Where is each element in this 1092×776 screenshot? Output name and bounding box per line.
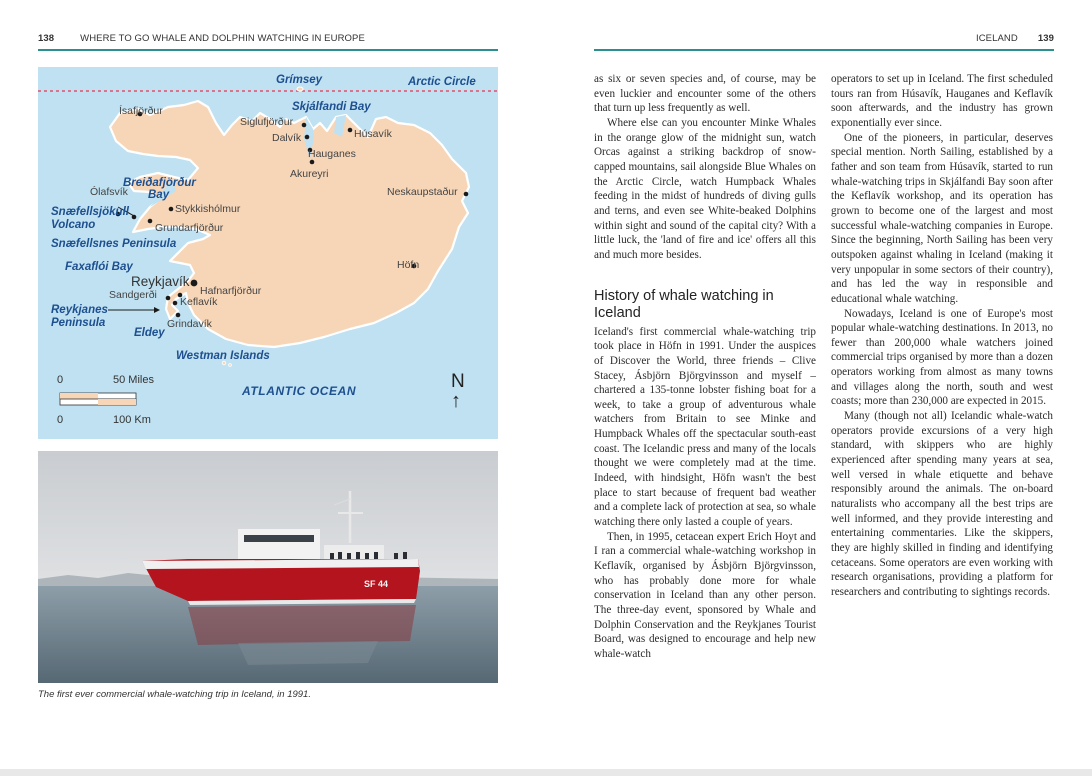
label-breidafjordur-1: Breiðafjörður [123, 177, 196, 189]
label-reykjanes-1: Reykjanes [51, 304, 108, 316]
grundarfjordur-dot [148, 219, 153, 224]
boat-photo-graphic [38, 451, 498, 683]
section-heading-history: History of whale watching in Iceland [594, 287, 774, 321]
label-isafjordur: Ísafjörður [119, 105, 163, 117]
sandgerdi-dot [166, 296, 171, 301]
left-page-number: 138 [38, 33, 55, 44]
label-dalvik: Dalvík [272, 132, 302, 144]
label-stykkisholmur: Stykkishólmur [175, 203, 241, 215]
label-grindavik: Grindavík [167, 318, 212, 330]
scale-zero-top: 0 [57, 374, 64, 386]
north-arrow-icon: ↑ [451, 390, 461, 412]
scale-zero-bottom: 0 [57, 414, 64, 426]
label-westman-islands: Westman Islands [176, 350, 270, 362]
label-faxafloi: Faxaflói Bay [65, 261, 133, 273]
reykjavik-dot [191, 280, 198, 287]
stykkisholmur-dot [169, 207, 174, 212]
boat-registration: SF 44 [364, 579, 389, 589]
right-page-number: 139 [1037, 33, 1054, 44]
westman-islands-dot [229, 364, 232, 367]
label-grimsey: Grímsey [276, 74, 323, 86]
scale-miles-label: 50 Miles [113, 374, 154, 386]
label-hauganes: Hauganes [308, 148, 356, 160]
label-husavik: Húsavík [354, 128, 392, 140]
left-book-title: WHERE TO GO WHALE AND DOLPHIN WATCHING IN EUROPE [80, 33, 365, 44]
col1-paragraph-4: Then, in 1995, cetacean expert Erich Hoyt and I ran a commercial whale-watching workshop in Keflavík, organised by Ásbjörn Björgvinsson, who has probably done more for whale conservation in Iceland than any other person. The three-day event, sponsored by Whale and Dolphin Conservation and the Reykjanes Tourist Board, was designed to encourage and help new whale-watch [594, 530, 816, 660]
label-snaefellsjokull-2: Volcano [51, 219, 96, 231]
boat-wheelhouse [238, 529, 320, 559]
dalvik-dot [305, 135, 310, 140]
grindavik-dot [176, 313, 181, 318]
col2-paragraph-4: Many (though not all) Icelandic whale-watch operators provide excursions of a very high standard, with skippers who are highly experienced after spending many years at sea, well versed in whale etiquette and behave responsibly around the animals. The on-board naturalists who accompany all the best trips are well informed, and they provide interesting and entertaining commentaries. Like the skippers, they are highly skilled in finding and identifying cetaceans. Some operators are even working with research organisations, providing a platform for researchers and contributing to sightings records. [831, 410, 1053, 598]
grimsey-island [297, 87, 303, 91]
label-sandgerdi: Sandgerði [109, 289, 157, 301]
label-skjalfandi-bay: Skjálfandi Bay [292, 101, 371, 113]
scale-km-label: 100 Km [113, 414, 151, 426]
scale-bar-km-fill [98, 399, 136, 405]
label-keflavik: Keflavík [180, 296, 218, 308]
text-column-1 [594, 72, 816, 662]
right-running-header [976, 33, 1054, 44]
bottom-edge-band [0, 769, 1092, 776]
left-header-rule [38, 49, 498, 51]
col2-paragraph-1: operators to set up in Iceland. The first scheduled tours ran from Húsavík, Hauganes and Keflavík soon afterwards, and the industry has grown exponentially ever since. [831, 73, 1053, 129]
husavik-dot [348, 128, 353, 133]
scale-bar-miles-fill [60, 393, 98, 399]
boat-reflection [188, 605, 416, 645]
boat-photo [38, 451, 498, 683]
iceland-map [38, 67, 498, 439]
col2-paragraph-2: One of the pioneers, in particular, deserves special mention. North Sailing, established by a father and son team from Húsavík, started to run whale-watching trips in Skjálfandi Bay soon after the Keflavík workshop, and its operation has grown to become one of the largest and most successful whale-watching companies in Europe. Since the beginning, North Sailing has been very outspoken against whaling in Iceland (making it very unpopular in some sectors of their country), and has led the way in responsible and educational whale watching. [831, 131, 1053, 305]
label-snaefellsnes: Snæfellsnes Peninsula [51, 238, 177, 250]
right-header-rule [594, 49, 1054, 51]
label-breidafjordur-2: Bay [148, 189, 170, 201]
label-hafnarfjordur: Hafnarfjörður [200, 285, 262, 297]
cabin-reflection [238, 641, 378, 665]
left-running-header [38, 33, 365, 44]
label-atlantic-ocean: ATLANTIC OCEAN [242, 384, 357, 398]
photo-caption: The first ever commercial whale-watching trip in Iceland, in 1991. [38, 689, 311, 700]
col1-paragraph-3: Iceland's first commercial whale-watching trip took place in Höfn in 1991. Under the auspices of Discover the World, three friends – Clive Stacey, Ásbjörn Björgvinsson and myself – chartered a 135-tonne lobster fishing boat for a week, to take a group of adventurous whale watchers from Britain to see Minke and Humpback Whales off the spectacular south-east coast. The Icelandic press and many of the locals thought we were completely mad at the time. Indeed, with hindsight, Höfn wasn't the best place to start because of frequent bad weather and a complete lack of protection at sea, so whale watching there only lasted a couple of years. [594, 325, 816, 529]
label-akureyri: Akureyri [290, 168, 329, 180]
col1-paragraph-1: as six or seven species and, of course, may be even luckier and encounter some of the others that turn up less frequently as well. [594, 73, 816, 115]
label-arctic-circle: Arctic Circle [408, 76, 476, 88]
label-hofn: Höfn [397, 259, 420, 271]
akureyri-dot [310, 160, 315, 165]
north-letter: N [451, 371, 465, 392]
col2-paragraph-3: Nowadays, Iceland is one of Europe's most popular whale-watching destinations. In 2013, no fewer than 200,000 whale watchers joined commercial trips organised by more than a dozen operators working from almost as many towns and villages along the north, south and west coasts; more than 230,000 are expected in 2015. [831, 307, 1053, 408]
keflavik-dot [173, 301, 178, 306]
col1-paragraph-2: Where else can you encounter Minke Whales in the orange glow of the midnight sun, watch Orcas against a striking backdrop of snow-capped mountains, sail alongside Blue Whales on the Arctic Circle, watch Humpback Whales feeding in the midst of hundreds of diving gulls and terns, and even see White-beaked Dolphins within sight and sound of the capital city? With a little luck, the 'land of fire and ice' offers all this and much more besides. [594, 116, 816, 261]
label-olafsvik: Ólafsvík [90, 186, 128, 198]
reykjanes-pointer-head [154, 307, 160, 313]
label-eldey: Eldey [134, 327, 165, 339]
label-snaefellsjokull-1: Snæfellsjökull [51, 206, 129, 218]
right-chapter-title: ICELAND [975, 33, 1018, 44]
label-grundarfjordur: Grundarfjörður [155, 222, 224, 234]
siglufjordur-dot [302, 123, 307, 128]
label-siglufjordur: Siglufjörður [240, 116, 294, 128]
neskaupstadur-dot [464, 192, 469, 197]
label-reykjavik: Reykjavík [131, 274, 190, 289]
text-column-2 [831, 72, 1053, 600]
label-neskaupstadur: Neskaupstaður [387, 186, 458, 198]
label-reykjanes-2: Peninsula [51, 317, 106, 329]
boat-windows [244, 535, 314, 542]
